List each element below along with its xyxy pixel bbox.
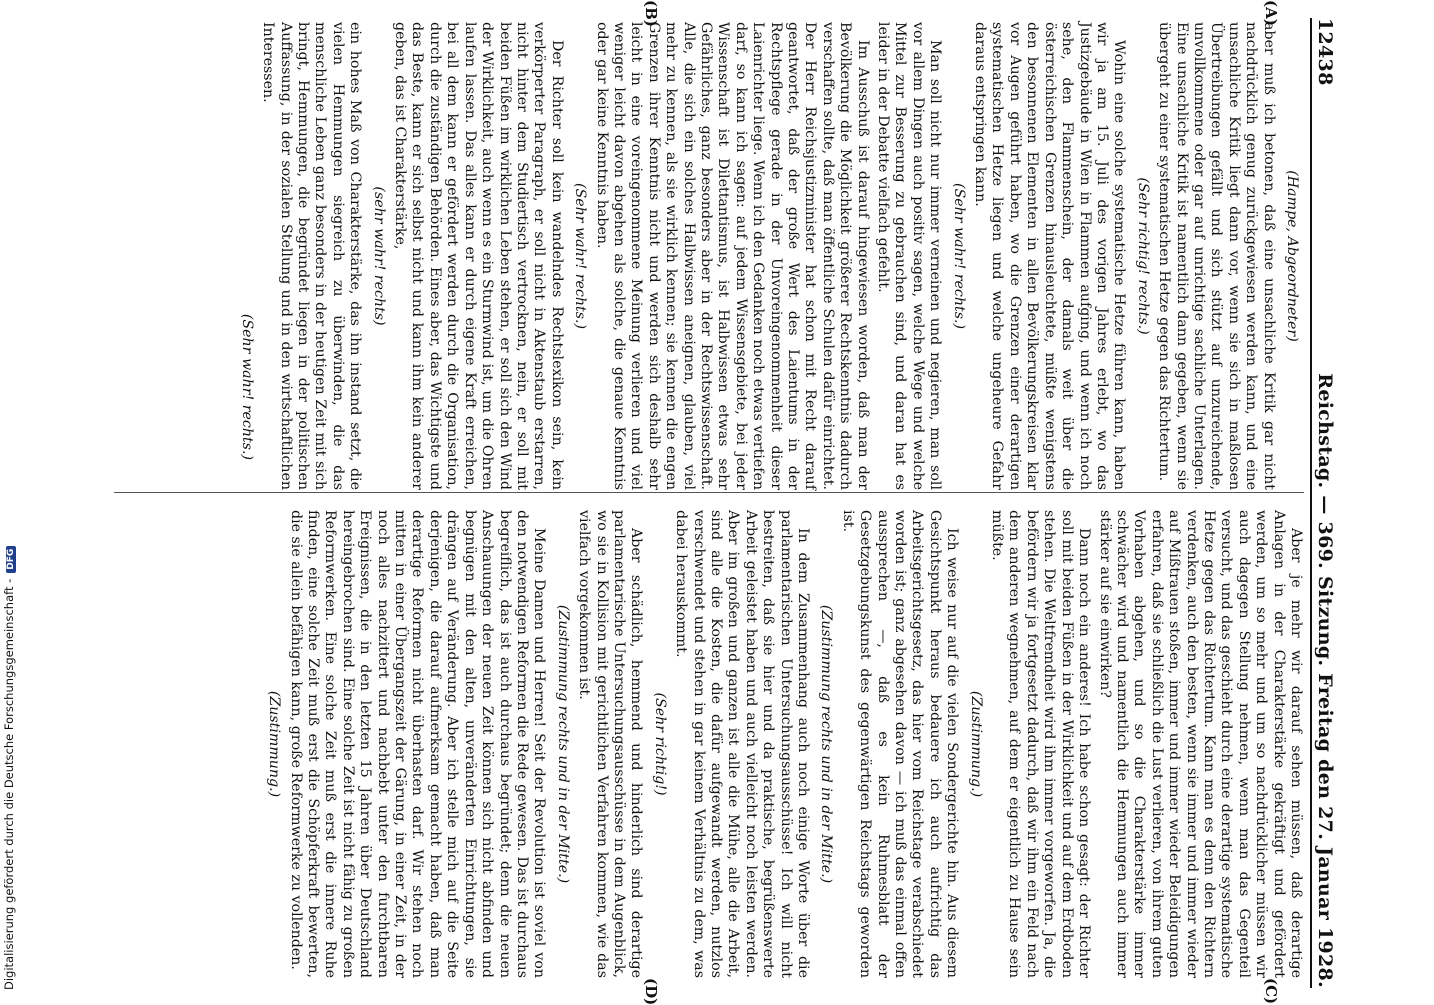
page-header: [1314, 18, 1340, 988]
paragraph: Meine Damen und Herren! Seit der Revolution ist soviel von den notwendigen Reformen die Rede gewesen. Das ist durchaus begreiflich, das ist auch durchaus begründet; denn die neuen Anschauungen der neuen Zeit können sich nicht abfinden und begnügen mit den alten, unveränderten Einrichtungen, sie drängen auf Veränderung. Aber ich stelle mich auf die Seite derjenigen, die darauf aufmerksam gemacht haben, daß man derartige Reformen nicht überhasten darf. Wir stehen noch mitten in einer Übergangszeit der Gärung, in einer Zeit, in der noch alles nachzittert und nachbebt unter den furchtbaren Ereignissen, die in den letzten 15 Jahren über Deutschland hereingebrochen sind. Eine solche Zeit ist nicht fähig zu großen Reformwerken. Eine solche Zeit muß erst die innere Ruhe finden, eine solche Zeit muß erst die Schöpferkraft bewerten, die sie allein befähigen kann, große Reformwerke zu vollenden.: [287, 510, 548, 978]
speaker-heading: (Hampe, Abgeordneter): [1284, 170, 1300, 342]
column-divider: [114, 492, 1304, 493]
interjection: (Zustimmung rechts und in der Mitte.): [818, 604, 835, 884]
paragraph: Der Richter soll kein wandelndes Rechtslexikon sein, kein verkörperter Paragraph, er soll nicht in Aktenstaub erstarren, nicht hinter dem Studiertisch vertrocknen, nein, er soll mit beiden Füßen im wirklichen Leben stehen, er soll sich den Wind der Wirklichkeit, auch wenn es ein Sturmwind ist, um die Ohren laufen lassen. Das alles kann er durch eigene Kraft erreichen, bei all dem kann er gefördert werden durch die Organisation, durch die zuständigen Behörden. Eines aber, das Wichtigste und das Beste, kann er sich selbst nicht und kann ihm kein anderer geben, das ist Charakterstärke,: [392, 22, 565, 490]
interjection: (Zustimmung rechts und in der Mitte.): [554, 604, 571, 884]
interjection: (Sehr richtig! rechts.): [1134, 177, 1151, 335]
interjection: (Sehr richtig!): [651, 692, 668, 796]
interjection: (Zustimmung.): [967, 690, 984, 798]
left-column: [231, 22, 1304, 490]
interjection: (Sehr wahr! rechts.): [572, 182, 589, 330]
paragraph: Wohin eine solche systematische Hetze führen kann, haben wir ja am 15. Juli des vorigen Jahres erlebt, wo das Justizgebäude in Wien in Flammen aufging, und wenn ich noch sehe, den Flammenschein, der damals weit über die österreichischen Grenzen hinausleuchtete, müßte wenigstens den besonnenen Elementen in allen Bevölkerungskreisen klar vor Augen geführt haben, wo die Grenzen einer derartigen systematischen Hetze liegen und welche ungeheure Gefahr daraus entspringen kann.: [972, 22, 1128, 490]
margin-mark-a: (A): [1262, 0, 1280, 26]
paragraph: Ich weise nur auf die vielen Sondergerichte hin. Aus diesem Gesichtspunkt heraus bedauere ich auch aufrichtig das Arbeitsgerichtsgesetz, das hier vom Reichstage verabschiedet worden ist; ganz abgesehen davon — ich muß das einmal offen aussprechen —, daß es kein Ruhmesblatt der Gesetzgebungskunst des gegenwärtigen Reichstags geworden ist.: [839, 510, 961, 978]
margin-mark-b: (B): [642, 0, 660, 27]
page-number: 12438: [1314, 18, 1336, 86]
interjection: (Zustimmung.): [266, 690, 283, 798]
credit-line: [2, 30, 20, 990]
paragraph: aber muß ich betonen, daß eine unsachliche Kritik gar nicht nachdrücklich genug zurückgewiesen werden kann, und eine unsachliche Kritik liegt dann vor, wenn sie sich in maßlosen Übertreibungen gefällt und sich stützt auf unzureichende, unvollkommene oder gar auf unrichtige sachliche Unterlagen. Eine unsachliche Kritik ist namentlich dann gegeben, wenn sie übergeht zu einer systematischen Hetze gegen das Richtertum.: [1156, 22, 1277, 490]
header-title: Reichstag. — 369. Sitzung. Freitag den 27. Januar 1928.: [1314, 373, 1336, 988]
paragraph: ein hohes Maß von Charakterstärke, das ihn instand setzt, die vielen Hemmungen siegreich zu überwinden, die das menschliche Leben ganz besonders in der heutigen Zeit mit sich bringt, Hemmungen, die begründet liegen in der politischen Auffassung, in der sozialen Stellung und in den wirtschaftlichen Interessen.: [260, 22, 364, 490]
interjection: (Sehr wahr! rechts.): [950, 182, 967, 330]
interjection: (Sehr wahr! rechts.): [238, 313, 255, 460]
paragraph: Man soll nicht nur immer verneinen und negieren, man soll vor allem Dingen auch positiv sagen, welche Wege und welche Mittel zur Besserung zu gebrauchen sind, und daran hat es leider in der Debatte vielfach gefehlt.: [875, 22, 944, 490]
paragraph: In dem Zusammenhang auch noch einige Worte über die parlamentarischen Untersuchungsausschüsse! Ich will nicht bestreiten, daß sie hier und da praktische, begrüßenswerte Arbeit geleistet haben und auch vielleicht noch leisten werden. Aber im großen und ganzen ist alle die Mühe, alle die Arbeit, sind alle die Kosten, die dafür aufgewandt werden, nutzlos verschwendet und stehen in gar keinem Verhältnis zu dem, was dabei herauskommt.: [673, 510, 812, 978]
rotated-page-body: [100, 0, 1340, 1005]
paragraph: Aber je mehr wir darauf sehen müssen, daß derartige Anlagen in der Charakterstärke gekräftigt und gefördert werden, um so mehr und um so nachdrücklicher müssen wir auch dagegen Stellung nehmen, wenn man das Gegenteil versucht, und das geschieht durch eine derartige systematische Hetze gegen das Richtertum. Kann man es denn den Richtern verdenken, auch den besten, wenn sie immer und immer wieder auf Mißtrauen stoßen, immer und immer wieder Beleidigungen erfahren, daß sie schließlich die Lust verlieren, von ihrem guten Vorhaben abgehen, und so die Charakterstärke immer schwächer wird und namentlich die Hemmungen auch immer stärker auf sie einwirken?: [1096, 510, 1304, 978]
paragraph: Dann noch ein anderes! Ich habe schon gesagt: der Richter soll mit beiden Füßen in der Wirklichkeit und auf dem Erdboden stehen. Die Weltfremdheit wird ihm immer vorgeworfen. Ja, die befördern wir ja fortgesetzt dadurch, daß wir ihm ein Feld nach dem anderen wegnehmen, auf dem er eigentlich zu Hause sein müßte.: [989, 510, 1093, 978]
dfg-logo: DFG: [6, 546, 16, 573]
interjection: (sehr wahr! rechts): [370, 186, 387, 326]
margin-mark-d: (D): [642, 978, 660, 1005]
margin-mark-c: (C): [1262, 978, 1280, 1005]
header-rule: [1310, 18, 1312, 988]
digitization-credit: [0, 0, 22, 1000]
paragraph: Aber schädlich, hemmend und hinderlich sind derartige parlamentarische Untersuchungsausschüsse in dem Augenblick, wo sie in Kollision mit gerichtlichen Verfahren kommen, wie das vielfach vorgekommen ist.: [576, 510, 645, 978]
credit-text: Digitalisierung gefördert durch die Deutsche Forschungsgemeinschaft -: [2, 578, 16, 990]
paragraph: Im Ausschuß ist darauf hingewiesen worden, daß man der Bevölkerung die Möglichkeit größerer Rechtskenntnis dadurch verschaffen sollte, daß man öffentliche Schulen dafür einrichtet. Der Herr Reichsjustizminister hat schon mit Recht darauf geantwortet, daß der große Wert des Laientums in der Rechtspflege gerade in der Unvoreingenommenheit dieser Laienrichter liege. Wenn ich den Gedanken noch etwas vertiefen darf, so kann ich sagen: auf jedem Wissensgebiete, bei jeder Wissenschaft ist Dilettantismus, ist Halbwissen etwas sehr Gefährliches, ganz besonders aber in der Rechtswissenschaft. Alle, die sich ein solches Halbwissen aneignen, glauben, viel mehr zu kennen, als sie wirklich kennen; sie kennen die engen Grenzen ihrer Kenntnis nicht und werden sich deshalb sehr leicht in eine voreingenommene Meinung verlieren und viel weniger leicht davon abgehen als solche, die genaue Kenntnis oder gar keine Kenntnis haben.: [593, 22, 871, 490]
right-column: [259, 510, 1304, 978]
